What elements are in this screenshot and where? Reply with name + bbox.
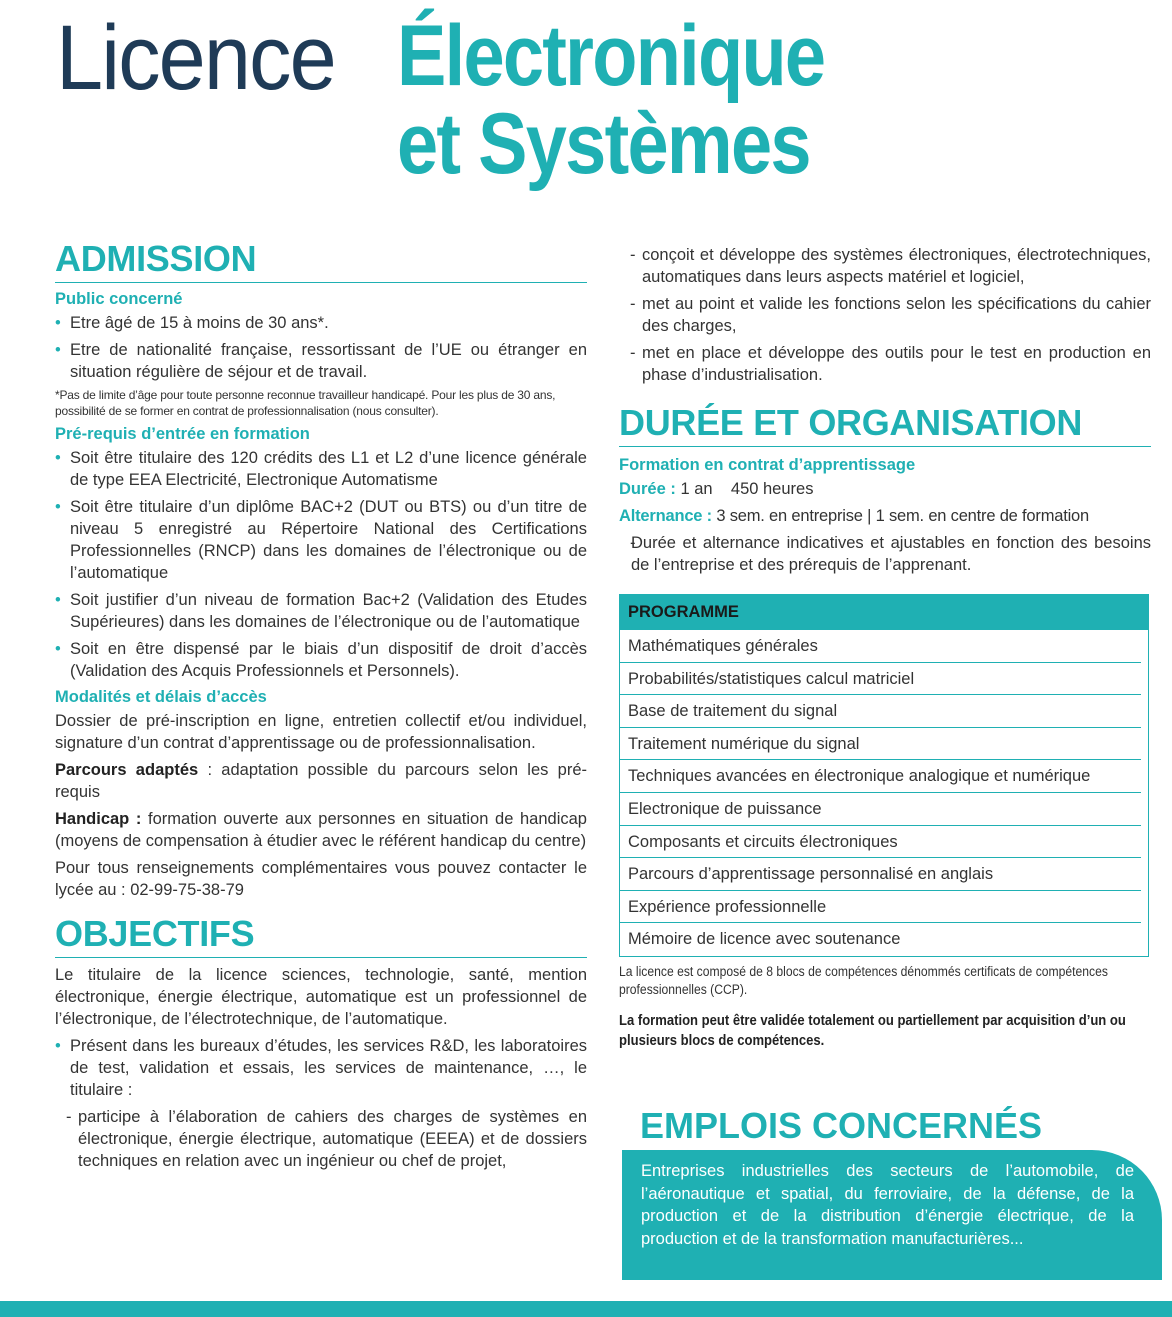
parcours-label: Parcours adaptés [55, 761, 199, 779]
handicap-paragraph [55, 808, 587, 852]
prereq-item: • Soit justifier d’un niveau de formation Bac+2 (Validation des Etudes Supérieures) dans les domaines de l’électronique ou de l’automatique [55, 589, 587, 633]
programme-row: Mathématiques générales [620, 630, 1141, 663]
contact-text: Pour tous renseignements complémentaires vous pouvez contacter le lycée au : 02-99-75-38-79 [55, 859, 587, 899]
bottom-bar [0, 1301, 1172, 1317]
handicap-label: Handicap : [55, 810, 142, 828]
title-line-2: et Systèmes [397, 96, 810, 192]
objectifs-dash: - met en place et développe des outils pour le test en production en phase d’industrialisation. [619, 342, 1151, 386]
parcours-text: : adaptation possible du parcours selon les pré-requis [55, 761, 587, 801]
programme-row: Composants et circuits électroniques [620, 826, 1141, 859]
right-column [619, 244, 1151, 1051]
handicap-text: formation ouverte aux personnes en situation de handicap (moyens de compensation à étudier avec le référent handicap du centre) [55, 810, 587, 850]
objectifs-dash: - met au point et valide les fonctions selon les spécifications du cahier des charges, [619, 293, 1151, 337]
programme-row: Electronique de puissance [620, 793, 1141, 826]
programme-row: Probabilités/statistiques calcul matriciel [620, 663, 1141, 696]
objectifs-heading: OBJECTIFS [55, 915, 587, 958]
programme-row: Traitement numérique du signal [620, 728, 1141, 761]
emplois-text: Entreprises industrielles des secteurs de l’automobile, de l’aéronautique et spatial, du ferroviaire, de la défense, de la production et de la distribution d’énergie électrique, de la production et de la transformation manufacturières... [641, 1162, 1134, 1248]
programme-note-bold: La formation peut être validée totalement ou partiellement par acquisition d’un ou plusieurs blocs de compétences. [619, 1012, 1126, 1049]
programme-note: La licence est composé de 8 blocs de compétences dénommés certificats de compétences professionnelles (CCP). [619, 963, 1108, 997]
programme-row: Mémoire de licence avec soutenance [628, 930, 901, 949]
left-column [55, 240, 587, 1177]
parcours-paragraph [55, 759, 587, 803]
duree-note: - Durée et alternance indicatives et ajustables en fonction des besoins de l’entreprise et des prérequis de l’apprenant. [619, 532, 1151, 576]
prereq-item: • Soit être titulaire des 120 crédits des L1 et L2 d’une licence générale de type EEA Electricité, Electronique Automatisme [55, 447, 587, 491]
modalites-text: Dossier de pré-inscription en ligne, entretien collectif et/ou individuel, signature d’un contrat d’apprentissage ou de professionnalisation. [55, 712, 587, 752]
public-item: • Etre âgé de 15 à moins de 30 ans*. [55, 312, 587, 334]
duree-label: Durée : [619, 480, 676, 498]
page-title [397, 8, 894, 192]
title-licence: Licence [56, 7, 335, 109]
duree-heading: DURÉE ET ORGANISATION [619, 404, 1151, 447]
alternance-line [619, 505, 1151, 527]
footnote: *Pas de limite d’âge pour toute personne reconnue travailleur handicapé. Pour les plus de 30 ans, possibilité de se former en contrat de professionnalisation (nous consulter). [55, 388, 556, 418]
programme-row: Expérience professionnelle [620, 891, 1141, 924]
admission-heading: ADMISSION [55, 240, 587, 283]
programme-table [619, 594, 1149, 957]
programme-row: Parcours d’apprentissage personnalisé en anglais [620, 858, 1141, 891]
alternance-label: Alternance : [619, 507, 712, 525]
alternance-value: 3 sem. en entreprise | 1 sem. en centre de formation [711, 507, 1090, 525]
programme-row: Techniques avancées en électronique analogique et numérique [620, 760, 1141, 793]
emplois-heading: EMPLOIS CONCERNÉS [640, 1105, 1043, 1146]
duree-line [619, 478, 1151, 500]
modalites-heading: Modalités et délais d’accès [55, 688, 267, 706]
prereq-item: • Soit être titulaire d’un diplôme BAC+2 (DUT ou BTS) ou d’un titre de niveau 5 enregistré au Répertoire National des Certifications Professionnelles (RNCP) dans les domaines de l’électronique ou de l’automatique [55, 496, 587, 584]
objectifs-dash: - participe à l’élaboration de cahiers des charges de systèmes en électronique, énergie électrique, automatique (EEEA) et de dossiers techniques en relation avec un ingénieur ou chef de projet, [55, 1106, 587, 1172]
duree-subheading: Formation en contrat d’apprentissage [619, 456, 916, 474]
public-heading: Public concerné [55, 290, 183, 308]
programme-heading: PROGRAMME [620, 595, 1148, 630]
public-item: • Etre de nationalité française, ressortissant de l’UE ou étranger en situation régulière de séjour et de travail. [55, 339, 587, 383]
prereq-item: • Soit en être dispensé par le biais d’un dispositif de droit d’accès (Validation des Acquis Professionnels et Personnels). [55, 638, 587, 682]
prereq-heading: Pré-requis d’entrée en formation [55, 425, 310, 443]
objectifs-intro: Le titulaire de la licence sciences, technologie, santé, mention électronique, énergie électrique, automatique est un professionnel de l’électronique, de l’électrotechnique, de l’automatique. [55, 966, 587, 1028]
objectifs-dash: - conçoit et développe des systèmes électroniques, électrotechniques, automatiques dans leurs aspects matériel et logiciel, [619, 244, 1151, 288]
emplois-box [622, 1150, 1162, 1280]
objectifs-bullet: • Présent dans les bureaux d’études, les services R&D, les laboratoires de test, validation et essais, les services de maintenance, …, le titulaire : [55, 1035, 587, 1101]
programme-row: Base de traitement du signal [620, 695, 1141, 728]
duree-value: 1 an 450 heures [675, 480, 814, 498]
title-line-1: Électronique [397, 8, 825, 104]
